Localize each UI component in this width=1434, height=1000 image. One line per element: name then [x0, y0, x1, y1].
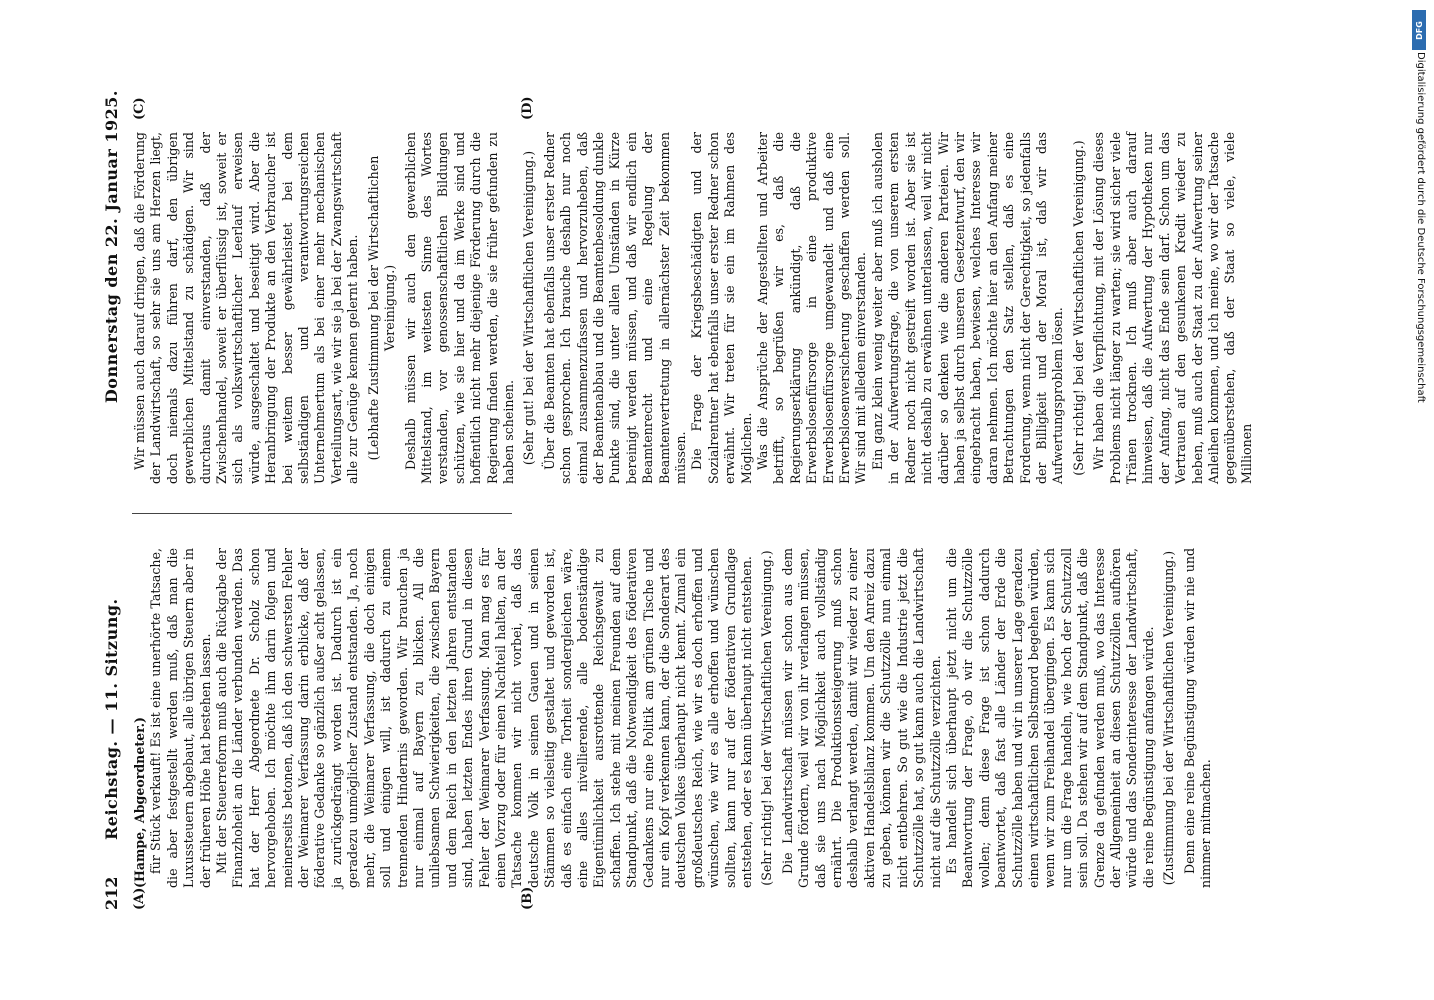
paragraph: Was die Ansprüche der Angestellten und Arbeiter betrifft, so begrüßen wir es, daß die Regierungserklärung ankündigt, daß die Erwerbslosenfürsorge in eine produktive Erwerbslosenfürsorge umgewandelt und daß eine Erwerbslosenversicherung geschaffen werden soll. Wir sind mit alledem einverstanden.: [755, 132, 869, 484]
speaker-name: (Hampe, Abgeordneter.): [132, 717, 147, 888]
rotated-document: [102, 90, 1342, 910]
digitization-sidebar: [1408, 10, 1426, 710]
dfg-logo-icon: DFG: [1412, 10, 1426, 50]
left-column: [132, 548, 1214, 888]
margin-marker-b: (B): [520, 886, 535, 910]
digitization-credit: Digitalisierung gefördert durch die Deutsche Forschungsgemeinschaft: [1415, 52, 1426, 403]
paragraph: Die Landwirtschaft müssen wir schon aus dem Grunde fördern, weil wir von ihr verlangen müssen, daß sie uns nach Möglichkeit auch vollständig ernährt. Die Produktionssteigerung muß schon deshalb verlangt werden, damit wir wieder zu einer aktiven Handelsbilanz kommen. Um den Anreiz dazu zu geben, können wir die Schutzzölle nun einmal nicht entbehren. So gut wie die Industrie jetzt die Schutzzölle hat, so gut kann auch die Landwirtschaft nicht auf die Schutzzölle verzichten.: [779, 548, 943, 888]
right-column: [132, 132, 1255, 484]
paragraph: Deshalb müssen wir auch den gewerblichen Mittelstand, im weitesten Sinne des Wortes verstanden, vor genossenschaftlichen Bildungen schützen, wie sie hier und da im Werke sind und hoffentlich nicht mehr diejenige Förderung durch die Regierung finden werden, die sie früher gefunden zu haben scheinen.: [402, 132, 516, 484]
page-date: Donnerstag den 22. Januar 1925.: [102, 90, 121, 404]
page-title: Reichstag. — 11. Sitzung.: [102, 598, 121, 840]
margin-marker-d: (D): [520, 96, 535, 120]
paragraph: Die Frage der Kriegsbeschädigten und der Sozialrentner hat ebenfalls unser erster Redner schon erwähnt. Wir treten für sie ein im Rahmen des Möglichen.: [689, 132, 754, 484]
interjection: (Sehr richtig! bei der Wirtschaftlichen Vereinigung.): [1070, 140, 1086, 476]
paragraph: Wir haben die Verpflichtung, mit der Lösung dieses Problems nicht länger zu warten; sie wird sicher viele Tränen trocknen. Ich muß aber auch darauf hinweisen, daß die Aufwertung der Hypotheken nur der Anfang, nicht das Ende sein darf. Schon um das Vertrauen auf den gesunkenen Kredit wieder zu heben, muß auch der Staat zu der Aufwertung seiner Anleihen kommen, und ich meine, wo wir der Tatsache gegenüberstehen, daß der Staat so viele, viele Millionen: [1091, 132, 1254, 484]
page-number: 212: [102, 876, 121, 910]
interjection: (Sehr gut! bei der Wirtschaftlichen Vereinigung.): [521, 150, 537, 466]
page-header: [102, 90, 126, 910]
paragraph: Mit der Steuerreform muß auch die Rückgabe der Finanzhoheit an die Länder verbunden werden. Das hat der Herr Abgeordnete Dr. Scholz schon hervorgehoben. Ich möchte ihm darin folgen und meinerseits betonen, daß ich den schwersten Fehler der Weimarer Verfassung darin erblicke, daß der föderative Gedanke so gänzlich außer acht gelassen, ja zurückgedrängt worden ist. Dadurch ist ein geradezu unmöglicher Zustand entstanden. Ja, noch mehr, die Weimarer Verfassung, die doch einigen soll und einigen will, ist dadurch zu einem trennenden Hindernis geworden. Wir brauchen ja nur einmal auf Bayern zu blicken. All die unliebsamen Schwierigkeiten, die zwischen Bayern und dem Reich in den letzten Jahren entstanden sind, haben letzten Endes ihren Grund in diesen Fehler der Weimarer Verfassung. Man mag es für einen Vorzug oder für einen Nachteil halten, an der Tatsache kommen wir nicht vorbei, daß das deutsche Volk in seinen Gauen und in seinen Stämmen so vielseitig gestaltet und geworden ist, daß es einfach eine Torheit sondergleichen wäre, eine alles nivellierende, alle bodenständige Eigentümlichkeit ausrottende Reichsgewalt zu schaffen. Ich stehe mit meinen Freunden auf dem Standpunkt, daß die Notwendigkeit des föderativen Gedankens nur eine Politik am grünen Tische und nur ein Kopf verkennen kann, der die Sonderart des deutschen Volkes überhaupt nicht kennt. Zumal ein großdeutsches Reich, wie wir es doch erhoffen und wünschen, wie wir es alle erhoffen und wünschen sollten, kann nur auf der föderativen Grundlage entstehen, oder es kann überhaupt nicht entstehen.: [214, 548, 755, 888]
paragraph: für Stück verkauft! Es ist eine unerhörte Tatsache, die aber festgestellt werden muß, daß man die Luxussteuern abgebaut, alle übrigen Steuern aber in der früheren Höhe hat bestehen lassen.: [148, 548, 213, 888]
margin-marker-a: (A): [132, 887, 147, 910]
paragraph: Es handelt sich überhaupt jetzt nicht um die Beantwortung der Frage, ob wir die Schutzzölle wollen; denn diese Frage ist schon dadurch beantwortet, daß fast alle Länder der Erde die Schutzzölle haben und wir in unserer Lage geradezu einen wirtschaftlichen Selbstmord begehen würden, wenn wir zum Freihandel übergingen. Es kann sich nur um die Frage handeln, wie hoch der Schutzzoll sein soll. Da stehen wir auf dem Standpunkt, daß die Grenze da gefunden werden muß, wo das Interesse der Allgemeinheit an diesen Schutzzöllen aufhören würde und das Sonderinteresse der Landwirtschaft, die reine Begünstigung anfangen würde.: [943, 548, 1156, 888]
interjection: (Lebhafte Zustimmung bei der Wirtschaftlichen Vereinigung.): [365, 155, 398, 461]
paragraph: Über die Beamten hat ebenfalls unser erster Redner schon gesprochen. Ich brauche deshalb nur noch einmal zusammenzufassen und hervorzuheben, daß der Beamtenabbau und die Beamtenbesoldung dunkle Punkte sind, die unter allen Umständen in Kürze bereinigt werden müssen, und daß wir endlich ein Beamtenrecht und eine Regelung der Beamtenvertretung in allernächster Zeit bekommen müssen.: [541, 132, 688, 484]
paragraph: Denn eine reine Begünstigung würden wir nie und nimmer mitmachen.: [1181, 548, 1213, 888]
paragraph: Wir müssen auch darauf dringen, daß die Förderung der Landwirtschaft, so sehr sie uns am Herzen liegt, doch niemals dazu führen darf, den übrigen gewerblichen Mittelstand zu schädigen. Wir sind durchaus damit einverstanden, daß der Zwischenhandel, soweit er überflüssig ist, soweit er sich als volkswirtschaftlicher Leerlauf erweisen würde, ausgeschaltet und beseitigt wird. Aber die Heranbringung der Produkte an den Verbraucher ist bei weitem besser gewährleistet bei dem selbständigen und verantwortungsreichen Unternehmertum als bei einer mehr mechanischen Verteilungsart, wie wir sie ja bei der Zwangswirtschaft alle zur Genüge kennen gelernt haben.: [132, 132, 361, 484]
column-divider: [132, 513, 512, 514]
interjection: (Zustimmung bei der Wirtschaftlichen Vereinigung.): [1161, 550, 1177, 886]
paragraph: Ein ganz klein wenig weiter aber muß ich ausholen in der Aufwertungsfrage, die von unserem ersten Redner noch nicht gestreift worden ist. Aber sie ist nicht deshalb zu erwähnen unterlassen, weil wir nicht darüber so denken wie die anderen Parteien. Wir haben ja selbst durch unseren Gesetzentwurf, den wir eingebracht haben, bewiesen, welches Interesse wir daran nehmen. Ich möchte hier an den Anfang meiner Betrachtungen den Satz stellen, daß es eine Forderung, wenn nicht der Gerechtigkeit, so jedenfalls der Billigkeit und der Moral ist, daß wir das Aufwertungsproblem lösen.: [869, 132, 1066, 484]
margin-marker-c: (C): [132, 97, 147, 120]
interjection: (Sehr richtig! bei der Wirtschaftlichen Vereinigung.): [759, 550, 775, 886]
